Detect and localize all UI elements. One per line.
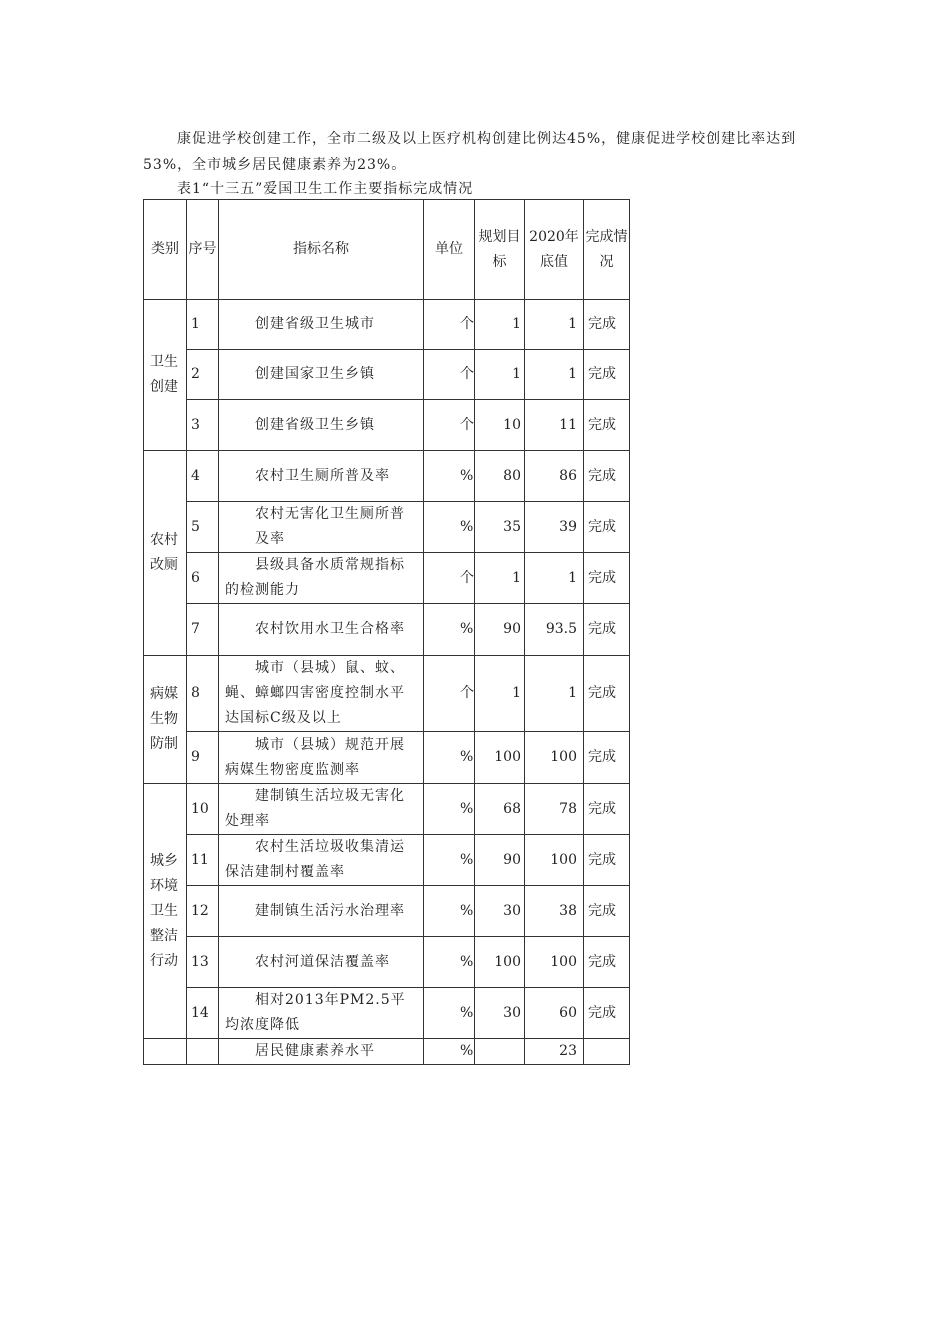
value-cell: 100 xyxy=(525,937,584,988)
name-cell: 城市（县城）规范开展病媒生物密度监测率 xyxy=(219,732,424,784)
table-row xyxy=(144,988,630,1039)
value-cell: 60 xyxy=(525,988,584,1039)
value-cell: 1 xyxy=(525,300,584,350)
status-cell: 完成 xyxy=(584,732,630,784)
value-cell: 78 xyxy=(525,784,584,835)
target-cell: 100 xyxy=(475,937,525,988)
value-cell: 1 xyxy=(525,350,584,400)
target-cell xyxy=(475,1039,525,1065)
table-row xyxy=(144,1039,630,1065)
category-cell xyxy=(144,1039,187,1065)
value-cell: 23 xyxy=(525,1039,584,1065)
intro-paragraph xyxy=(143,126,823,178)
status-cell: 完成 xyxy=(584,350,630,400)
unit-cell: % xyxy=(424,988,475,1039)
unit-cell: % xyxy=(424,604,475,656)
header-target: 规划目标 xyxy=(475,200,525,300)
name-cell: 农村生活垃圾收集清运保洁建制村覆盖率 xyxy=(219,835,424,886)
name-cell: 相对2013年PM2.5平均浓度降低 xyxy=(219,988,424,1039)
unit-cell: % xyxy=(424,937,475,988)
target-cell: 80 xyxy=(475,451,525,502)
name-cell: 创建省级卫生城市 xyxy=(219,300,424,350)
target-cell: 35 xyxy=(475,502,525,553)
table-row xyxy=(144,451,630,502)
intro-text: 康促进学校创建工作，全市二级及以上医疗机构创建比例达45%，健康促进学校创建比率达到53%，全市城乡居民健康素养为23%。 xyxy=(143,131,797,173)
value-cell: 11 xyxy=(525,400,584,451)
value-cell: 1 xyxy=(525,656,584,732)
header-seq: 序号 xyxy=(187,200,219,300)
target-cell: 1 xyxy=(475,553,525,604)
table-row xyxy=(144,656,630,732)
table-row xyxy=(144,400,630,451)
target-cell: 30 xyxy=(475,886,525,937)
value-cell: 100 xyxy=(525,732,584,784)
table-row xyxy=(144,835,630,886)
target-cell: 100 xyxy=(475,732,525,784)
unit-cell: % xyxy=(424,886,475,937)
status-cell: 完成 xyxy=(584,937,630,988)
value-cell: 86 xyxy=(525,451,584,502)
table-row xyxy=(144,553,630,604)
seq-cell: 14 xyxy=(187,988,219,1039)
seq-cell: 10 xyxy=(187,784,219,835)
seq-cell: 4 xyxy=(187,451,219,502)
seq-cell: 2 xyxy=(187,350,219,400)
category-cell: 农村改厕 xyxy=(144,451,187,656)
status-cell: 完成 xyxy=(584,451,630,502)
value-cell: 1 xyxy=(525,553,584,604)
target-cell: 1 xyxy=(475,350,525,400)
header-unit: 单位 xyxy=(424,200,475,300)
unit-cell: 个 xyxy=(424,350,475,400)
unit-cell: % xyxy=(424,1039,475,1065)
unit-cell: 个 xyxy=(424,656,475,732)
seq-cell: 11 xyxy=(187,835,219,886)
table-row xyxy=(144,604,630,656)
name-cell: 农村卫生厕所普及率 xyxy=(219,451,424,502)
unit-cell: 个 xyxy=(424,400,475,451)
category-cell: 城乡环境卫生整洁行动 xyxy=(144,784,187,1039)
target-cell: 10 xyxy=(475,400,525,451)
name-cell: 农村无害化卫生厕所普及率 xyxy=(219,502,424,553)
seq-cell: 7 xyxy=(187,604,219,656)
indicator-table xyxy=(143,199,630,1065)
table-row xyxy=(144,502,630,553)
value-cell: 100 xyxy=(525,835,584,886)
target-cell: 90 xyxy=(475,835,525,886)
seq-cell: 8 xyxy=(187,656,219,732)
unit-cell: % xyxy=(424,732,475,784)
status-cell: 完成 xyxy=(584,784,630,835)
name-cell: 农村河道保洁覆盖率 xyxy=(219,937,424,988)
seq-cell: 6 xyxy=(187,553,219,604)
table-row xyxy=(144,937,630,988)
target-cell: 1 xyxy=(475,656,525,732)
value-cell: 93.5 xyxy=(525,604,584,656)
status-cell: 完成 xyxy=(584,604,630,656)
table-row xyxy=(144,784,630,835)
unit-cell: % xyxy=(424,451,475,502)
seq-cell: 13 xyxy=(187,937,219,988)
status-cell: 完成 xyxy=(584,300,630,350)
status-cell: 完成 xyxy=(584,886,630,937)
table-row xyxy=(144,300,630,350)
header-row xyxy=(144,200,630,300)
seq-cell: 1 xyxy=(187,300,219,350)
status-cell: 完成 xyxy=(584,835,630,886)
table-row xyxy=(144,886,630,937)
header-status: 完成情况 xyxy=(584,200,630,300)
target-cell: 30 xyxy=(475,988,525,1039)
seq-cell xyxy=(187,1039,219,1065)
header-value: 2020年底值 xyxy=(525,200,584,300)
unit-cell: 个 xyxy=(424,553,475,604)
seq-cell: 5 xyxy=(187,502,219,553)
unit-cell: 个 xyxy=(424,300,475,350)
status-cell: 完成 xyxy=(584,400,630,451)
value-cell: 39 xyxy=(525,502,584,553)
header-name: 指标名称 xyxy=(219,200,424,300)
status-cell: 完成 xyxy=(584,988,630,1039)
table-row xyxy=(144,350,630,400)
table-row xyxy=(144,732,630,784)
unit-cell: % xyxy=(424,502,475,553)
name-cell: 城市（县城）鼠、蚊、蝇、蟑螂四害密度控制水平达国标C级及以上 xyxy=(219,656,424,732)
unit-cell: % xyxy=(424,835,475,886)
name-cell: 创建国家卫生乡镇 xyxy=(219,350,424,400)
name-cell: 建制镇生活垃圾无害化处理率 xyxy=(219,784,424,835)
status-cell: 完成 xyxy=(584,656,630,732)
name-cell: 居民健康素养水平 xyxy=(219,1039,424,1065)
category-cell: 卫生创建 xyxy=(144,300,187,451)
name-cell: 创建省级卫生乡镇 xyxy=(219,400,424,451)
name-cell: 农村饮用水卫生合格率 xyxy=(219,604,424,656)
status-cell xyxy=(584,1039,630,1065)
header-category: 类别 xyxy=(144,200,187,300)
target-cell: 1 xyxy=(475,300,525,350)
seq-cell: 9 xyxy=(187,732,219,784)
value-cell: 38 xyxy=(525,886,584,937)
target-cell: 90 xyxy=(475,604,525,656)
status-cell: 完成 xyxy=(584,502,630,553)
unit-cell: % xyxy=(424,784,475,835)
seq-cell: 12 xyxy=(187,886,219,937)
name-cell: 县级具备水质常规指标的检测能力 xyxy=(219,553,424,604)
status-cell: 完成 xyxy=(584,553,630,604)
category-cell: 病媒生物防制 xyxy=(144,656,187,784)
name-cell: 建制镇生活污水治理率 xyxy=(219,886,424,937)
target-cell: 68 xyxy=(475,784,525,835)
table-caption: 表1“十三五”爱国卫生工作主要指标完成情况 xyxy=(177,181,474,197)
seq-cell: 3 xyxy=(187,400,219,451)
